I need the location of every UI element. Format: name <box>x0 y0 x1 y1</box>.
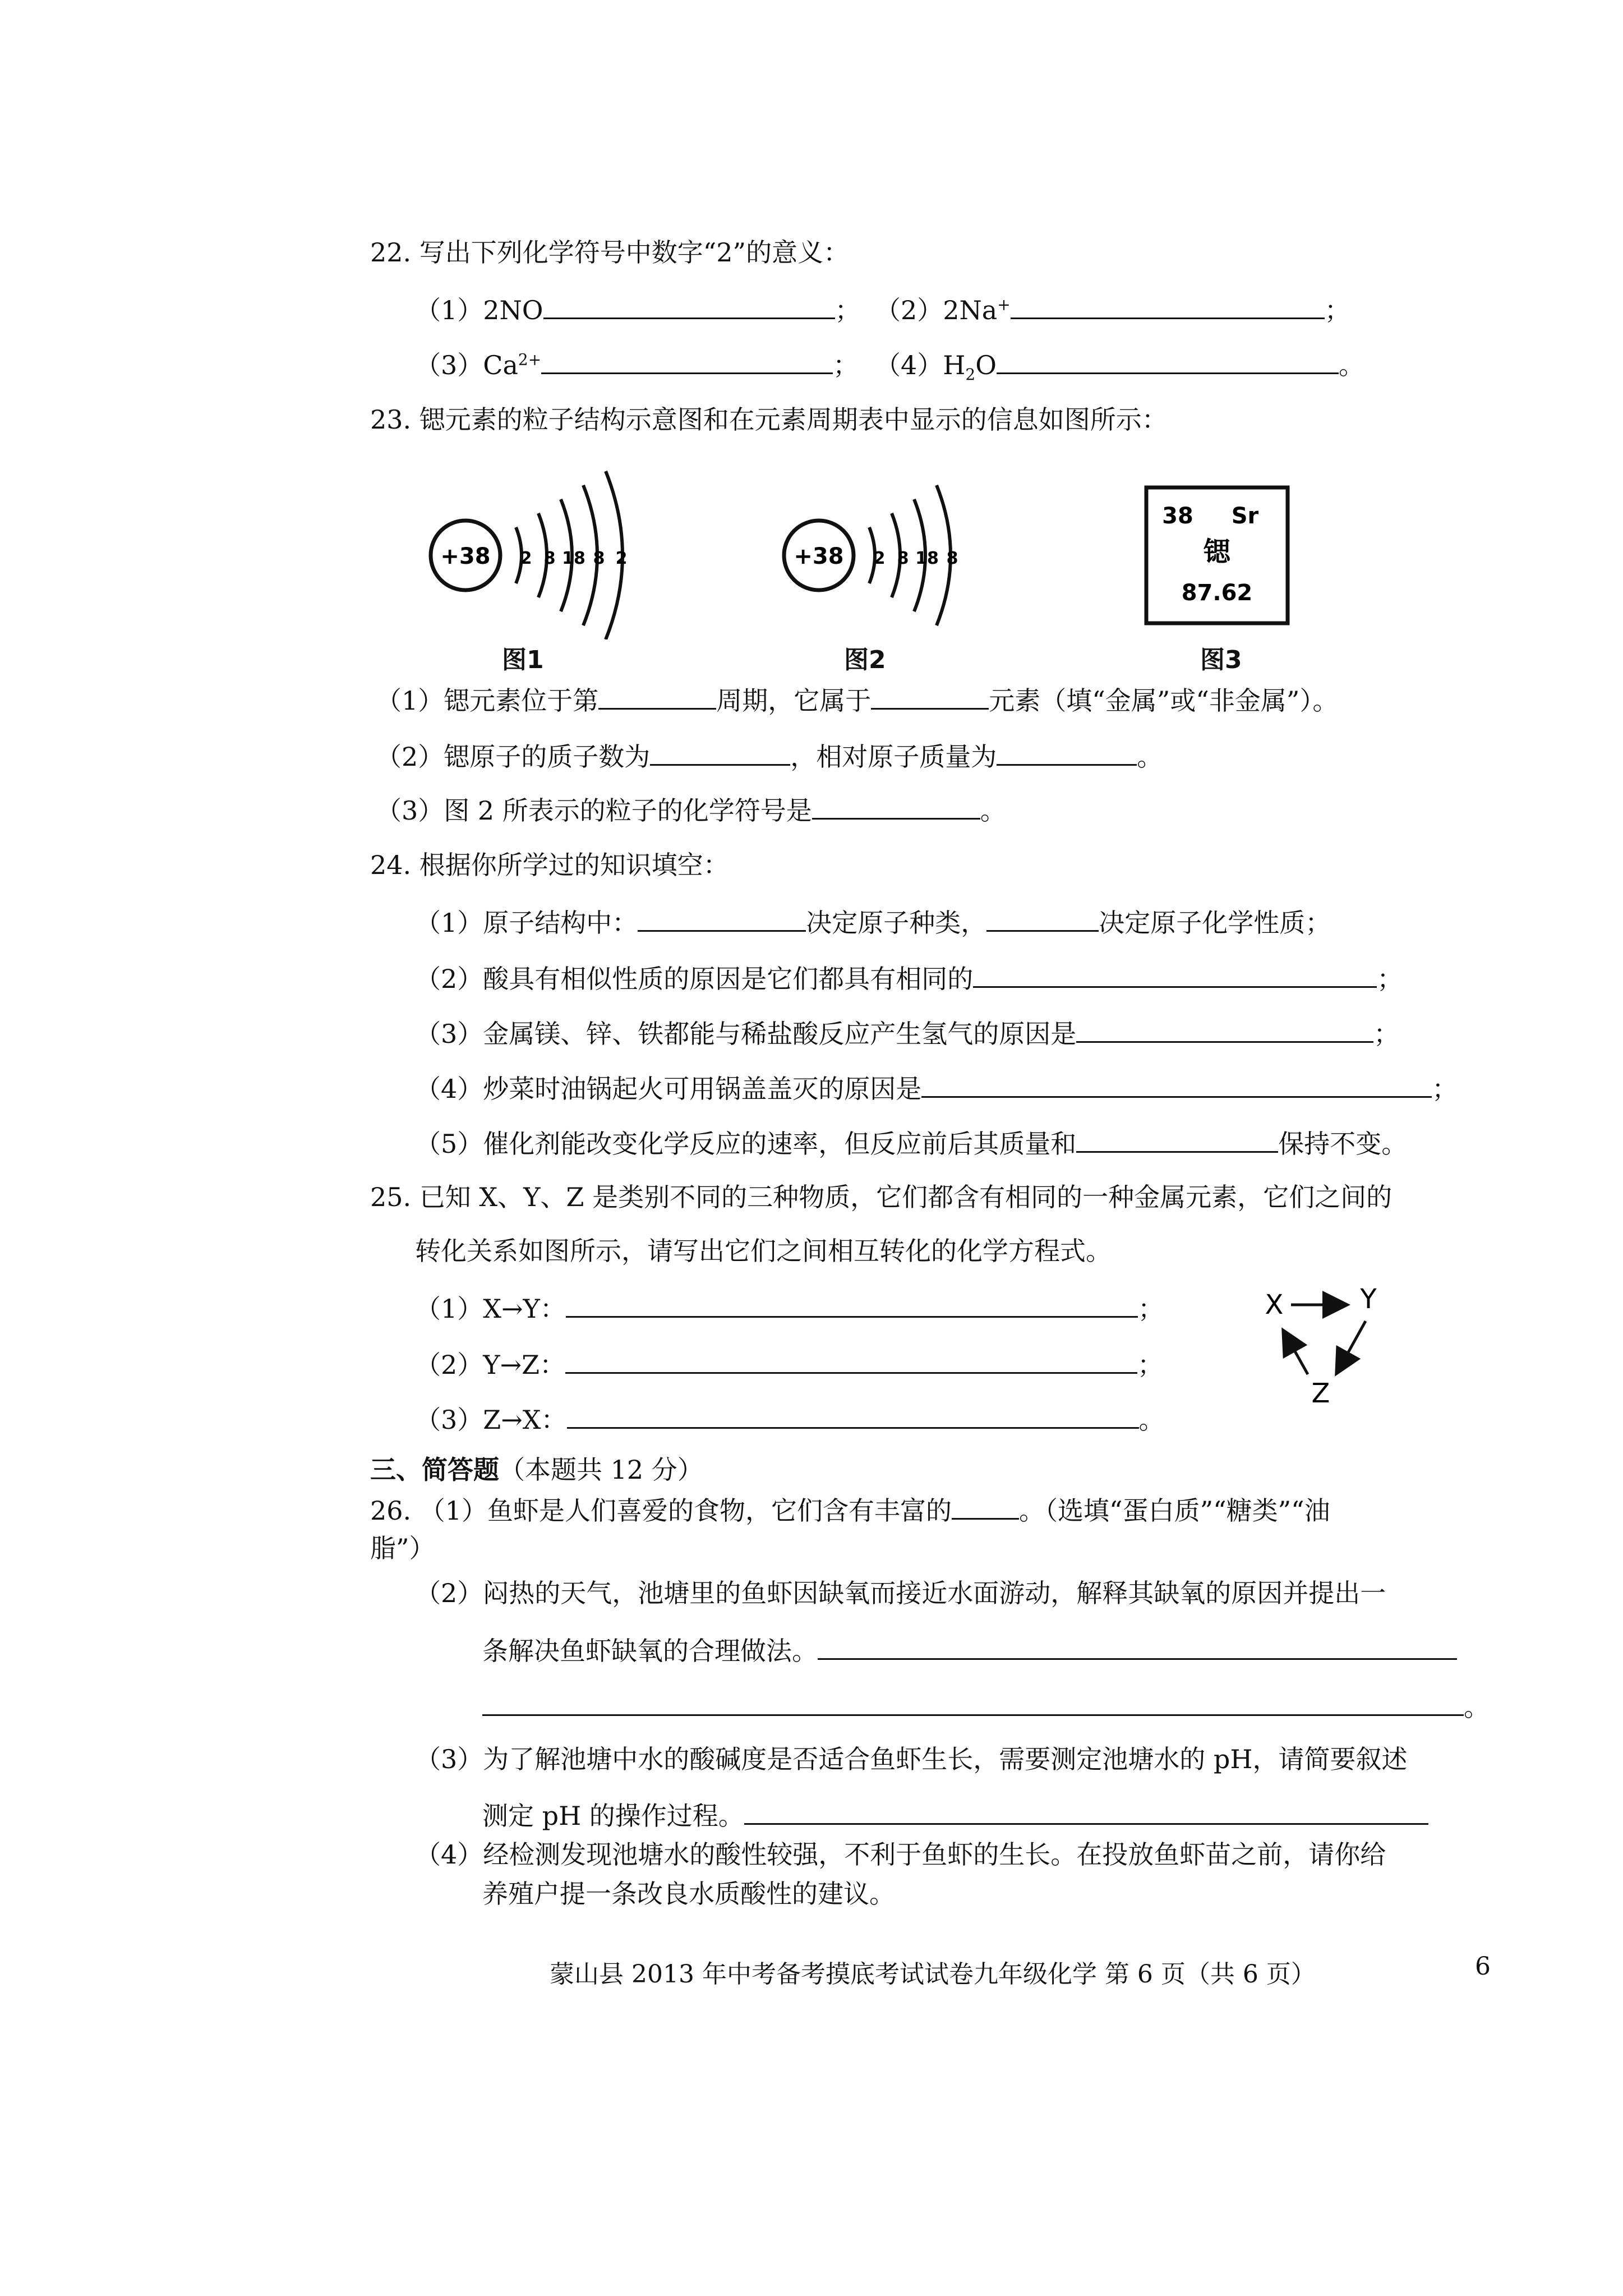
node-y: Y <box>1360 1283 1377 1315</box>
q22-p1-label: （1）2NO <box>415 295 543 325</box>
q22-p4-subscript: 2 <box>965 365 976 384</box>
section-3-title: 三、简答题 <box>370 1455 499 1485</box>
q26-s2-blank-1[interactable] <box>818 1632 1457 1660</box>
q25-s1-sep: ； <box>1137 1294 1164 1324</box>
q22-p3-charge: 2+ <box>518 350 542 369</box>
q23-s2-c: 。 <box>1137 742 1163 772</box>
q25-sub2 <box>415 1346 1163 1382</box>
q22-part1 <box>415 292 861 327</box>
q22-p2-blank[interactable] <box>1011 292 1325 319</box>
q24-sub2 <box>415 960 1403 996</box>
q25-s3-end: 。 <box>1138 1405 1165 1435</box>
atomic-number: 38 <box>1162 503 1193 529</box>
shell-electrons-2: 8 <box>897 549 909 568</box>
q22-p4-label: （4）H <box>875 350 966 380</box>
q22-p3-label: （3）Ca <box>415 350 518 380</box>
q22-p1-sep: ； <box>834 295 861 325</box>
q26-sub2-line3 <box>482 1688 1490 1724</box>
q22-stem: 22. 写出下列化学符号中数字“2”的意义： <box>370 237 850 268</box>
q22-p4-end: 。 <box>1338 350 1364 380</box>
element-symbol: Sr <box>1231 503 1259 529</box>
shell-electrons-3: 18 <box>562 549 585 568</box>
q25-sub3 <box>415 1401 1165 1437</box>
q26-s1-blank[interactable] <box>952 1492 1019 1520</box>
q26-sub1 <box>370 1492 1330 1527</box>
q22-p1-blank[interactable] <box>543 292 835 319</box>
figure-2-label: 图2 <box>844 646 886 674</box>
node-z: Z <box>1311 1378 1330 1409</box>
q26-s1-a: 26. （1）鱼虾是人们喜爱的食物，它们含有丰富的 <box>370 1496 952 1526</box>
q24-s1-b: 决定原子种类， <box>806 908 987 938</box>
q23-sub2 <box>376 738 1163 774</box>
q22-part3 <box>415 347 859 382</box>
q24-s4-blank[interactable] <box>921 1070 1432 1098</box>
q26-s3-blank[interactable] <box>744 1797 1428 1825</box>
element-name: 锶 <box>1203 536 1231 568</box>
q24-s4-sep: ； <box>1432 1074 1458 1104</box>
section-3-note: （本题共 12 分） <box>499 1455 703 1485</box>
q23-s1-a: （1）锶元素位于第 <box>376 685 599 716</box>
q26-sub3-line2 <box>482 1797 1428 1833</box>
q24-property-blank[interactable] <box>986 904 1099 932</box>
q24-sub5 <box>415 1125 1407 1161</box>
q23-s2-a: （2）锶原子的质子数为 <box>376 742 651 772</box>
q23-category-blank[interactable] <box>871 682 989 710</box>
q23-s1-b: 周期，它属于 <box>716 685 872 716</box>
q24-s2-sep: ； <box>1377 964 1403 994</box>
q23-sub1 <box>376 682 1338 717</box>
q26-s2-end: 。 <box>1464 1692 1490 1722</box>
node-x: X <box>1265 1289 1284 1320</box>
q23-symbol-blank[interactable] <box>812 792 980 820</box>
q24-kind-blank[interactable] <box>638 904 806 932</box>
q26-sub2-line2 <box>482 1632 1457 1668</box>
q26-s1-continued: 脂”） <box>370 1533 435 1563</box>
figure-1-label: 图1 <box>502 646 544 674</box>
q25-stem-line1: 25. 已知 X、Y、Z 是类别不同的三种物质，它们都含有相同的一种金属元素，它们之间的 <box>370 1182 1393 1212</box>
q22-p2-sep: ； <box>1324 295 1350 325</box>
q23-period-blank[interactable] <box>598 682 716 710</box>
q23-mass-blank[interactable] <box>997 738 1137 766</box>
q24-s1-a: （1）原子结构中： <box>415 908 638 938</box>
q25-s1-blank[interactable] <box>566 1290 1138 1318</box>
shell-electrons-5: 2 <box>615 549 628 568</box>
q24-s2-text: （2）酸具有相似性质的原因是它们都具有相同的 <box>415 964 974 994</box>
shell-electrons-1: 2 <box>873 549 886 568</box>
q26-sub4-line1: （4）经检测发现池塘水的酸性较强，不利于鱼虾的生长。在投放鱼虾苗之前，请你给 <box>415 1839 1386 1870</box>
q25-s2-label: （2）Y→Z： <box>415 1350 566 1380</box>
q25-sub1 <box>415 1290 1164 1326</box>
shell-electrons-3: 18 <box>915 549 939 568</box>
q22-p3-blank[interactable] <box>541 347 833 374</box>
q25-s2-blank[interactable] <box>565 1346 1137 1374</box>
q26-sub3-line1: （3）为了解池塘中水的酸碱度是否适合鱼虾生长，需要测定池塘水的 pH，请简要叙述 <box>415 1744 1408 1774</box>
q23-stem: 23. 锶元素的粒子结构示意图和在元素周期表中显示的信息如图所示： <box>370 404 1168 435</box>
q23-s2-b: ，相对原子质量为 <box>790 742 997 772</box>
q24-s1-c: 决定原子化学性质； <box>1099 908 1331 938</box>
q26-sub2-line1: （2）闷热的天气，池塘里的鱼虾因缺氧而接近水面游动，解释其缺氧的原因并提出一 <box>415 1578 1386 1608</box>
q25-stem-line2: 转化关系如图所示，请写出它们之间相互转化的化学方程式。 <box>415 1236 1112 1266</box>
xyz-conversion-diagram <box>1256 1273 1402 1419</box>
q23-sub3 <box>376 792 1006 827</box>
page-number: 6 <box>1475 1952 1491 1981</box>
q24-s5-blank[interactable] <box>1076 1125 1278 1153</box>
arrow-y-to-z <box>1338 1321 1366 1372</box>
strontium-ion-diagram <box>774 471 976 628</box>
q26-s2-blank-2[interactable] <box>482 1688 1464 1716</box>
q24-s3-text: （3）金属镁、锌、铁都能与稀盐酸反应产生氢气的原因是 <box>415 1019 1077 1049</box>
shell-electrons-1: 2 <box>520 549 532 568</box>
q26-sub4-line2: 养殖户提一条改良水质酸性的建议。 <box>482 1879 895 1909</box>
q25-s2-sep: ； <box>1137 1350 1164 1380</box>
q24-stem: 24. 根据你所学过的知识填空： <box>370 850 729 880</box>
q23-s3-a: （3）图 2 所表示的粒子的化学符号是 <box>376 795 812 826</box>
nucleus-charge: +38 <box>794 544 844 569</box>
q24-s3-sep: ； <box>1373 1019 1400 1049</box>
q25-s3-blank[interactable] <box>567 1401 1139 1429</box>
q24-sub4 <box>415 1070 1458 1106</box>
atomic-mass: 87.62 <box>1181 580 1253 606</box>
periodic-table-cell <box>1144 485 1290 625</box>
q22-p2-label: （2）2Na <box>875 295 998 325</box>
q23-proton-blank[interactable] <box>650 738 790 766</box>
q25-s3-label: （3）Z→X： <box>415 1405 567 1435</box>
q22-p4-blank[interactable] <box>997 347 1339 374</box>
q24-s5-b: 保持不变。 <box>1278 1129 1408 1159</box>
nucleus-charge: +38 <box>440 544 491 569</box>
shell-electrons-2: 8 <box>543 549 556 568</box>
q24-sub1 <box>415 904 1331 940</box>
q24-sub3 <box>415 1015 1399 1051</box>
q22-part2 <box>875 292 1350 327</box>
q26-s2-b: 条解决鱼虾缺氧的合理做法。 <box>482 1636 818 1666</box>
q26-s1-b: 。（选填“蛋白质”“糖类”“油 <box>1019 1496 1330 1526</box>
q23-s3-b: 。 <box>980 795 1006 826</box>
arrow-z-to-x <box>1284 1332 1308 1374</box>
strontium-atom-diagram <box>421 460 645 639</box>
q22-part4 <box>875 347 1364 382</box>
q24-s2-blank[interactable] <box>973 960 1377 988</box>
q24-s3-blank[interactable] <box>1076 1015 1373 1043</box>
q23-s1-c: 元素（填“金属”或“非金属”）。 <box>989 685 1339 716</box>
q22-p3-sep: ； <box>833 350 859 380</box>
q22-p2-charge: + <box>997 295 1011 314</box>
q22-p4-label-o: O <box>975 350 997 380</box>
q24-s4-text: （4）炒菜时油锅起火可用锅盖盖灭的原因是 <box>415 1074 922 1104</box>
q24-s5-a: （5）催化剂能改变化学反应的速率，但反应前后其质量和 <box>415 1129 1077 1159</box>
shell-electrons-4: 8 <box>593 549 605 568</box>
section-3-heading <box>370 1453 703 1487</box>
q26-s3-b: 测定 pH 的操作过程。 <box>482 1801 744 1831</box>
page-footer: 蒙山县 2013 年中考备考摸底考试试卷九年级化学 第 6 页（共 6 页） <box>550 1960 1316 1989</box>
shell-electrons-4: 8 <box>946 549 958 568</box>
q25-s1-label: （1）X→Y： <box>415 1294 566 1324</box>
figure-3-label: 图3 <box>1200 646 1242 674</box>
